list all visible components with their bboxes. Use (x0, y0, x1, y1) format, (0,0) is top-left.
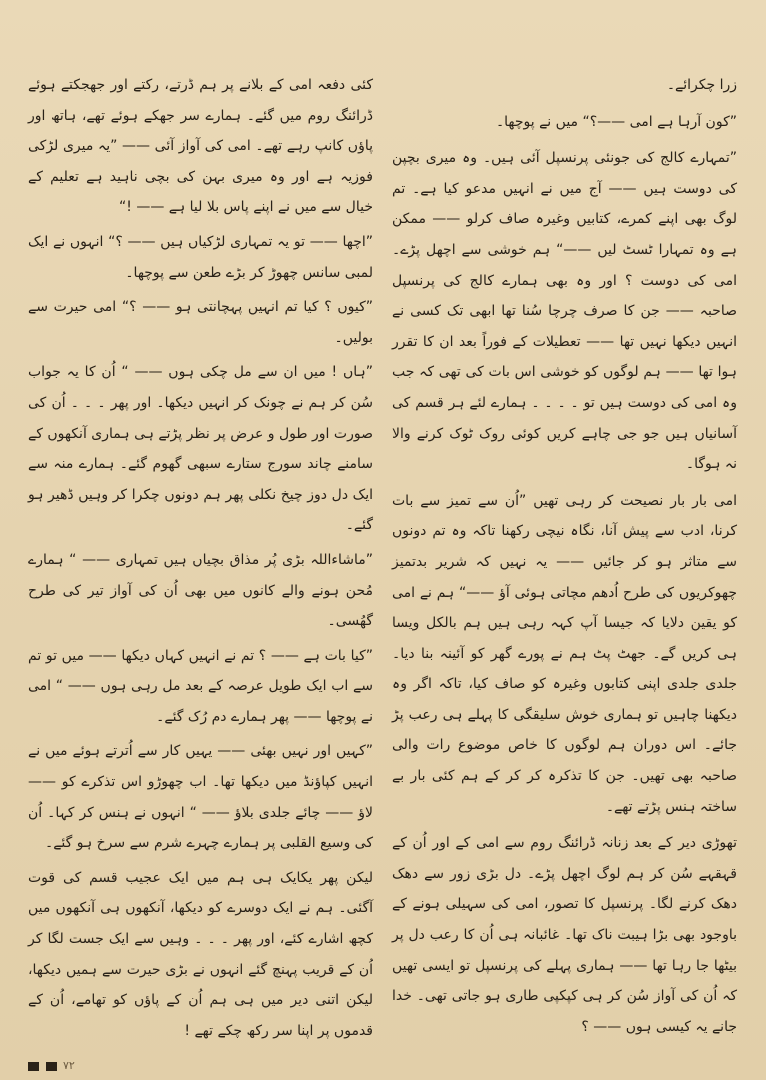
paragraph: ”ہاں ! میں ان سے مل چکی ہوں —— “ اُن کا یہ جواب سُن کر ہم نے چونک کر انہیں دیکھا۔ اور پھر ۔ ۔ ۔ اُن کی صورت اور طول و عرض پر نظر پڑتے ہی ہماری آنکھوں کے سامنے چاند سورج ستارے سبھی گھوم گئے۔ ہمارے منہ سے ایک دل دوز چیخ نکلی پھر ہم دونوں چکرا کر وہیں ڈھیر ہو گئے۔ (28, 364, 373, 534)
right-text-column (392, 70, 737, 1048)
left-text-column (28, 70, 373, 1050)
page-number: ۷۲ (63, 1059, 75, 1072)
paragraph: ”تمہارے کالج کی جونئی پرنسپل آئی ہیں۔ وہ میری بچپن کی دوست ہیں —— آج میں نے انہیں مدعو کیا ہے۔ تم لوگ بھی اپنے کمرے، کتابیں وغیرہ صاف کرلو —— ممکن ہے وہ تمہارا ٹسٹ لیں ——“ ہم خوشی سے اچھل پڑے۔ امی کی دوست ؟ اور وہ بھی ہمارے کالج کی پرنسپل صاحبہ —— جن کا صرف چرچا سُنا تھا ابھی تک کسی نے انہیں دیکھا نہیں تھا —— تعطیلات کے فوراً بعد ان کا تقرر ہوا تھا —— ہم لوگوں کو خوشی اس بات کی تھی کہ جب وہ امی کی دوست ہیں تو ۔ ۔ ۔ ۔ ہمارے لئے ہر قسم کی آسانیاں ہیں جو جی چاہے کریں کوئی روک ٹوک کرنے والا نہ ہوگا۔ (392, 150, 737, 473)
paragraph: ”اچھا —— تو یہ تمہاری لڑکیاں ہیں —— ؟“ انہوں نے ایک لمبی سانس چھوڑ کر بڑے طعن سے پوچھا۔ (28, 233, 373, 281)
square-bullet-icon (46, 1062, 57, 1071)
square-bullet-icon (28, 1062, 39, 1071)
paragraph: ”کیوں ؟ کیا تم انہیں پہچانتی ہو —— ؟“ امی حیرت سے بولیں۔ (28, 299, 373, 346)
paragraph: لیکن پھر یکایک ہی ہم میں ایک عجیب قسم کی قوت آگئی۔ ہم نے ایک دوسرے کو دیکھا، آنکھوں ہی آنکھوں میں کچھ اشارے کئے، اور پھر ۔ ۔ ۔ وہیں سے ایک جست لگا کر اُن کے قریب پہنچ گئے انہوں نے بڑی حیرت سے ہمیں دیکھا، لیکن اتنی دیر میں ہی ہم اُن کے پاؤں کو تھامے، اُن کے قدموں پر اپنا سر رکھ چکے تھے ! (28, 869, 373, 1039)
paragraph: تھوڑی دیر کے بعد زنانہ ڈرائنگ روم سے امی کے اور اُن کے قہقہے سُن کر ہم لوگ اچھل پڑے۔ دل بڑی زور سے دھک دھک کرنے لگا۔ پرنسپل کا تصور، امی کی سہیلی ہونے کے باوجود بھی بڑا ہیبت ناک تھا۔ غائبانہ ہی اُن کا رعب دل پر بیٹھا جا رہا تھا —— ہماری پہلے کی پرنسپل تو ایسی تھیں کہ اُن کی آواز سُن کر ہی کپکپی طاری ہو جاتی تھی۔ خدا جانے یہ کیسی ہوں —— ؟ (392, 835, 737, 1035)
paragraph: ”ماشاءاللہ بڑی پُر مذاق بچیاں ہیں تمہاری —— “ ہمارے مُحن ہونے والے کانوں میں بھی اُن کی آواز تیر کی طرح گھُسی۔ (28, 551, 373, 630)
page-footer (28, 1059, 75, 1072)
paragraph: کئی دفعہ امی کے بلانے پر ہم ڈرتے، رکتے اور جھجکتے ہوئے ڈرائنگ روم میں گئے۔ ہمارے سر جھکے ہوئے تھے، ہاتھ اور پاؤں کانپ رہے تھے۔ امی کی آواز آئی —— ”یہ میری لڑکی فوزیہ ہے اور وہ میری بہن کی بچی ناہید ہے تعلیم کے خیال سے میں نے اپنے پاس بلا لیا ہے —— !“ (28, 77, 373, 216)
paragraph: امی بار بار نصیحت کر رہی تھیں ”اُن سے تمیز سے بات کرنا، ادب سے پیش آنا، نگاہ نیچی رکھنا تاکہ وہ تم دونوں سے متاثر ہو کر جائیں —— یہ نہیں کہ شریر بدتمیز چھوکریوں کی طرح اُدھم مچاتی ہوئی آؤ ——“ ہم نے امی کو یقین دلایا کہ جیسا آپ کہہ رہی ہیں ہم بالکل ویسا ہی کریں گے۔ جھٹ پٹ ہم نے پورے گھر کو آئینہ بنا دیا۔ جلدی جلدی اپنی کتابوں وغیرہ کو صاف کیا، تاکہ اگر وہ دیکھنا چاہیں تو ہماری خوش سلیقگی کا پہلے ہی رعب پڑ جائے۔ اس دوران ہم لوگوں کا خاص موضوع رات والی صاحبہ بھی تھیں۔ جن کا تذکرہ کر کر کے ہم کئی بار بے ساختہ ہنس پڑتے تھے۔ (392, 492, 737, 815)
paragraph: ”کہیں اور نہیں بھئی —— یہیں کار سے اُترتے ہوئے میں نے انہیں کپاؤنڈ میں دیکھا تھا۔ اب چھوڑو اس تذکرے کو —— لاؤ —— چائے جلدی بلاؤ —— “ انہوں نے ہنس کر کہا۔ اُن کی وسیع القلبی پر ہمارے چہرے شرم سے سرخ ہو گئے۔ (28, 743, 373, 852)
paragraph: ”کیا بات ہے —— ؟ تم نے انہیں کہاں دیکھا —— میں تو تم سے اب ایک طویل عرصہ کے بعد مل رہی ہوں —— “ امی نے پوچھا —— پھر ہمارے دم رُک گئے۔ (28, 647, 373, 725)
paragraph: زرا چکرائے۔ (666, 77, 737, 93)
paragraph: ”کون آرہا ہے امی ——؟“ میں نے پوچھا۔ (495, 113, 737, 130)
